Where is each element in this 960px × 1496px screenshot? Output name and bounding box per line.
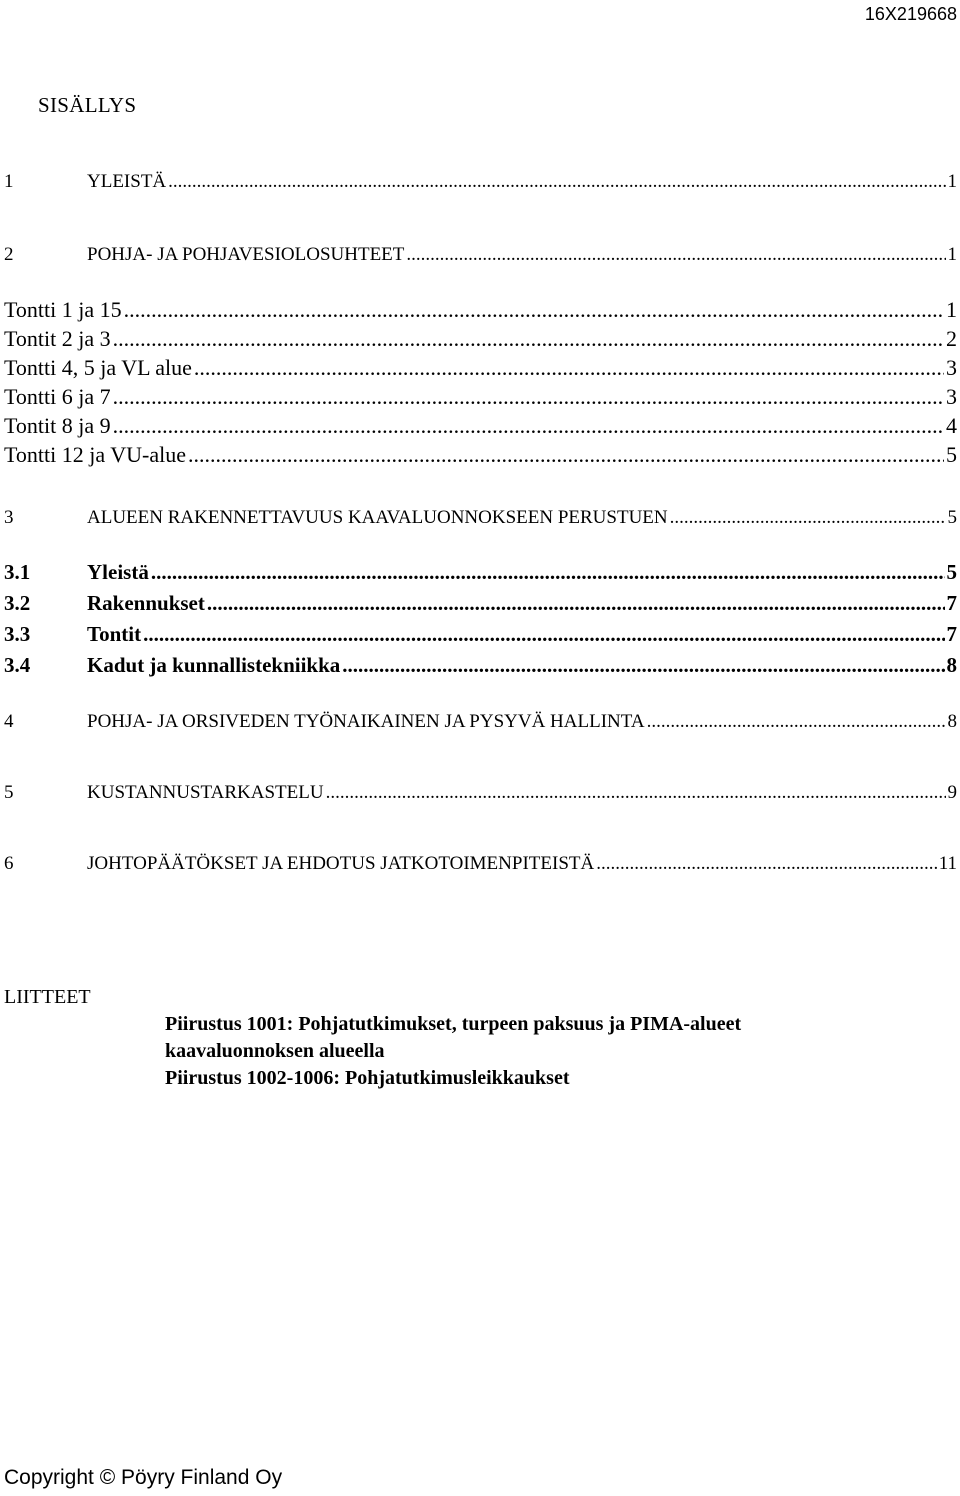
toc-page-number: 9: [947, 782, 957, 803]
toc-page-number: 1: [946, 297, 957, 322]
toc-label: Tontti 6 ja 7: [4, 384, 111, 409]
toc-number: 1: [4, 171, 14, 192]
toc-label: Tontti 12 ja VU-alue: [4, 442, 186, 467]
toc-number: 3: [4, 507, 14, 528]
toc-label: POHJA- JA POHJAVESIOLOSUHTEET: [87, 244, 405, 265]
attachments-heading: LIITTEET: [4, 986, 91, 1008]
toc-page-number: 8: [947, 711, 957, 732]
dot-leader: [151, 560, 945, 585]
toc-label: KUSTANNUSTARKASTELU: [87, 782, 324, 803]
toc-page-number: 2: [946, 326, 957, 351]
toc-entry-section-3-4[interactable]: [0, 653, 957, 681]
dot-leader: [647, 711, 946, 733]
toc-page-number: 4: [946, 413, 957, 438]
toc-entry-chapter-6[interactable]: [0, 853, 957, 881]
toc-number: 5: [4, 782, 14, 803]
toc-label: YLEISTÄ: [87, 171, 167, 192]
dot-leader: [113, 326, 944, 352]
toc-page-number: 7: [946, 591, 957, 615]
toc-entry-section-3-3[interactable]: [0, 622, 957, 650]
toc-page-number: 1: [947, 244, 957, 265]
dot-leader: [406, 244, 945, 266]
toc-entry-tontti-1-15[interactable]: [0, 297, 957, 325]
toc-label: Rakennukset: [87, 591, 205, 615]
dot-leader: [596, 853, 936, 875]
toc-entry-tontti-12-vu[interactable]: [0, 442, 957, 470]
toc-entry-section-3-1[interactable]: [0, 560, 957, 588]
toc-entry-tontti-6-7[interactable]: [0, 384, 957, 412]
dot-leader: [342, 653, 944, 678]
toc-page-number: 8: [946, 653, 957, 677]
toc-number: 3.2: [4, 591, 31, 615]
toc-page-number: 3: [946, 355, 957, 380]
dot-leader: [143, 622, 944, 647]
toc-label: ALUEEN RAKENNETTAVUUS KAAVALUONNOKSEEN PERUSTUEN: [87, 507, 668, 528]
toc-entry-chapter-1[interactable]: [0, 171, 957, 199]
attachment-drawing-1001-continued: kaavaluonnoksen alueella: [165, 1040, 385, 1062]
dot-leader: [168, 171, 945, 193]
document-id: 16X219668: [864, 4, 957, 24]
toc-page-number: 7: [946, 622, 957, 646]
attachment-drawing-1001: Piirustus 1001: Pohjatutkimukset, turpeen paksuus ja PIMA-alueet: [165, 1013, 742, 1035]
toc-label: Tontti 4, 5 ja VL alue: [4, 355, 192, 380]
dot-leader: [113, 413, 944, 439]
toc-entry-chapter-3[interactable]: [0, 507, 957, 535]
toc-number: 3.3: [4, 622, 31, 646]
toc-label: Kadut ja kunnallistekniikka: [87, 653, 341, 677]
toc-page-number: 3: [946, 384, 957, 409]
dot-leader: [670, 507, 946, 529]
toc-number: 3.4: [4, 653, 31, 677]
toc-entry-chapter-5[interactable]: [0, 782, 957, 810]
dot-leader: [188, 442, 944, 468]
dot-leader: [326, 782, 946, 804]
toc-page-number: 5: [946, 442, 957, 467]
toc-label: Tontit 8 ja 9: [4, 413, 111, 438]
toc-label: Yleistä: [87, 560, 149, 584]
toc-entry-chapter-2[interactable]: [0, 244, 957, 272]
toc-entry-chapter-4[interactable]: [0, 711, 957, 739]
toc-number: 3.1: [4, 560, 31, 584]
dot-leader: [207, 591, 945, 616]
toc-label: JOHTOPÄÄTÖKSET JA EHDOTUS JATKOTOIMENPITEISTÄ: [87, 853, 595, 874]
toc-page-number: 11: [938, 853, 957, 874]
toc-label: POHJA- JA ORSIVEDEN TYÖNAIKAINEN JA PYSYVÄ HALLINTA: [87, 711, 645, 732]
page-title: SISÄLLYS: [38, 93, 137, 117]
toc-number: 2: [4, 244, 14, 265]
toc-page-number: 5: [946, 560, 957, 584]
toc-number: 6: [4, 853, 14, 874]
copyright-footer: Copyright © Pöyry Finland Oy: [4, 1466, 283, 1489]
toc-label: Tontit 2 ja 3: [4, 326, 111, 351]
toc-number: 4: [4, 711, 14, 732]
dot-leader: [124, 297, 944, 323]
toc-page-number: 1: [947, 171, 957, 192]
toc-entry-tontti-4-5-vl[interactable]: [0, 355, 957, 383]
dot-leader: [113, 384, 944, 410]
toc-entry-section-3-2[interactable]: [0, 591, 957, 619]
toc-entry-tontit-2-3[interactable]: [0, 326, 957, 354]
attachment-drawing-1002-1006: Piirustus 1002-1006: Pohjatutkimusleikkaukset: [165, 1067, 570, 1089]
toc-label: Tontti 1 ja 15: [4, 297, 122, 322]
toc-label: Tontit: [87, 622, 142, 646]
toc-entry-tontit-8-9[interactable]: [0, 413, 957, 441]
toc-page-number: 5: [947, 507, 957, 528]
dot-leader: [194, 355, 944, 381]
